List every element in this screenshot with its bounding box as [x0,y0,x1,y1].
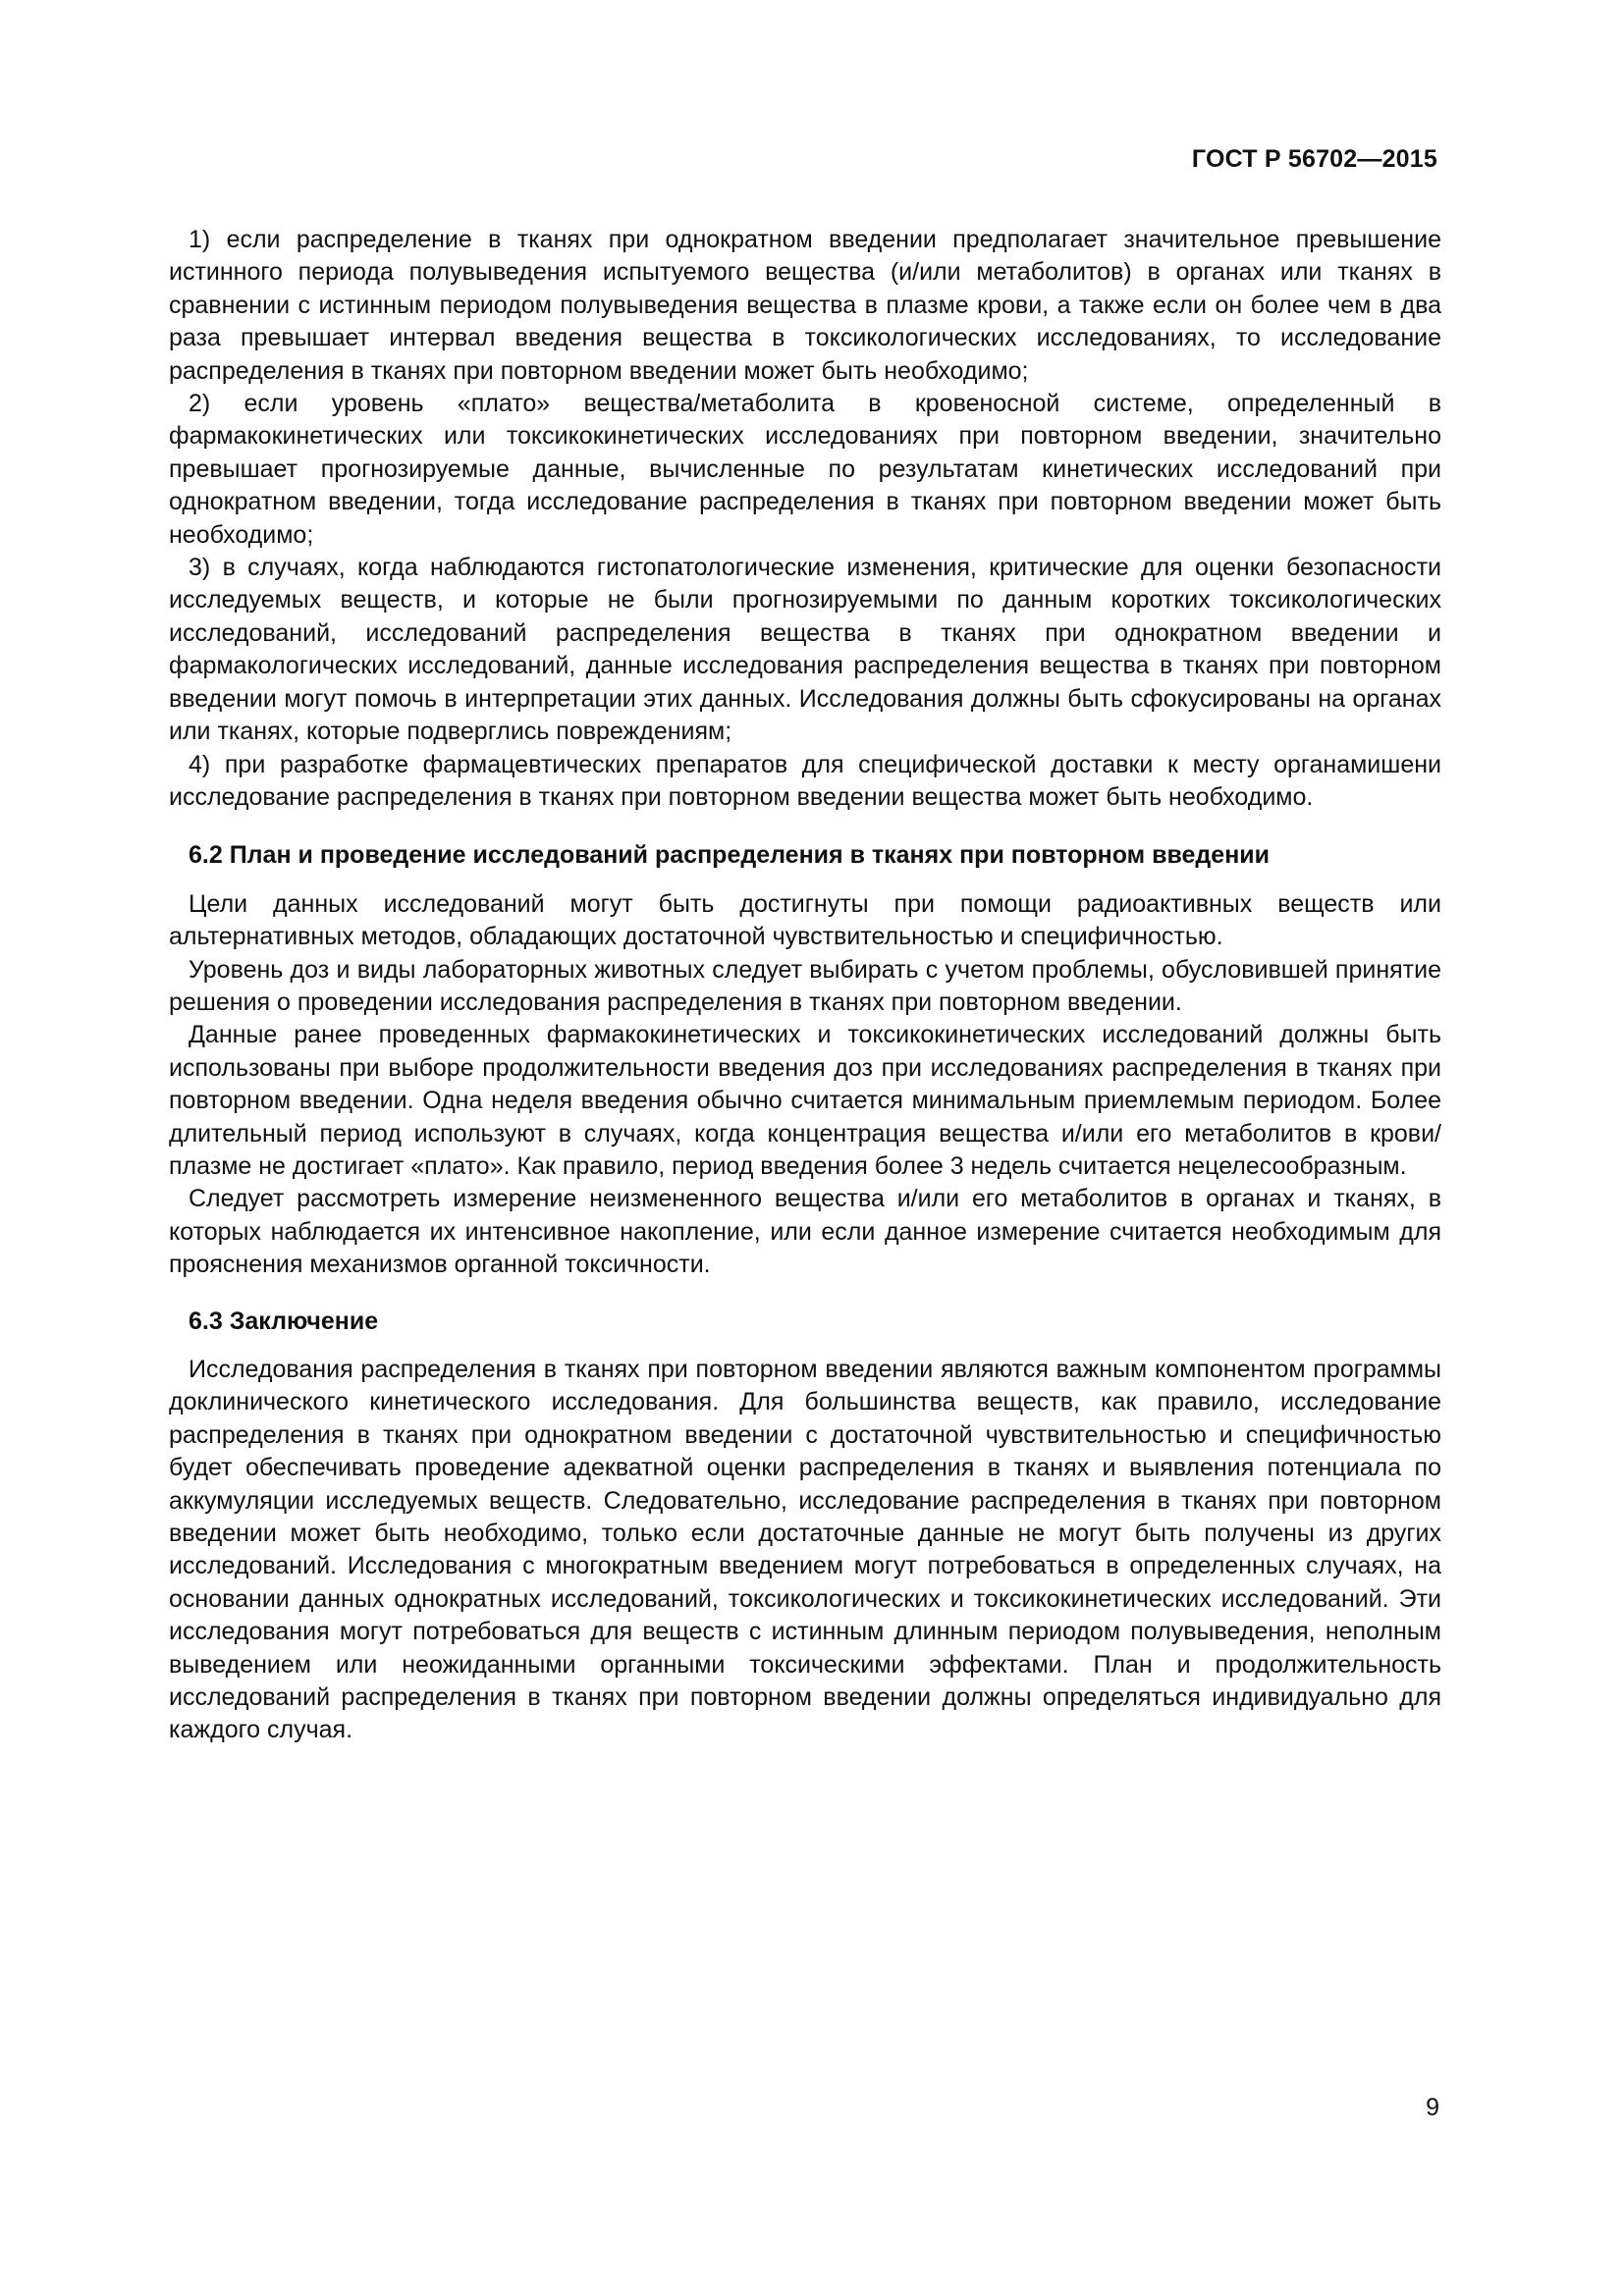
list-item: 1) если распределение в тканях при однократном введении предполагает значительное превышение истинного периода полувыведения испытуемого вещества (и/или метаболитов) в органах или тканях в сравнении с истинным периодом полувыведения вещества в плазме крови, а также если он более чем в два раза превышает интервал введения вещества в токсикологических исследованиях, то исследование распределения в тканях при повторном введении может быть необходимо; [169,226,1441,385]
list-item: 2) если уровень «плато» вещества/метаболита в кровеносной системе, определенный в фармакокинетических или токсикокинетических исследованиях при повторном введении, значительно превышает прогнозируемые данные, вычисленные по результатам кинетических исследований при однократном введении, тогда исследование распределения в тканях при повторном введении может быть необходимо; [169,390,1441,549]
list-item: 3) в случаях, когда наблюдаются гистопатологические изменения, критические для оценки безопасности исследуемых веществ, и которые не были прогнозируемыми по данным коротких токсикологических исследований, исследований распределения вещества в тканях при однократном введении и фармакологических исследований, данные исследования распределения вещества в тканях при повторном введении могут помочь в интерпретации этих данных. Исследования должны быть сфокусированы на органах или тканях, которые подверглись повреждениям; [169,554,1441,746]
paragraph: Цели данных исследований могут быть достигнуты при помощи радиоактивных веществ или альтернативных методов, обладающих достаточной чувствительностью и специфичностью. [169,889,1441,951]
section-heading-6-2: 6.2 План и проведение исследований распределения в тканях при повторном введении [189,841,1271,870]
paragraph: Уровень доз и виды лабораторных животных следует выбирать с учетом проблемы, обусловившей принятие решения о проведении исследования распределения в тканях при повторном введении. [169,955,1441,1016]
page-number: 9 [1426,2094,1439,2121]
section-heading-6-3: 6.3 Заключение [189,1307,379,1335]
paragraph: Данные ранее проведенных фармакокинетических и токсикокинетических исследований должны быть использованы при выборе продолжительности введения доз при исследованиях распределения в тканях при повторном введении. Одна неделя введения обычно считается минимальным приемлемым периодом. Более длительный период используют в случаях, когда концентрация вещества и/или его метаболитов в крови/плазме не достигает «плато». Как правило, период введения более 3 недель считается нецелесообразным. [169,1021,1441,1180]
document-body [169,224,1441,1747]
list-item: 4) при разработке фармацевтических препаратов для специфической доставки к месту органамишени исследование распределения в тканях при повторном введении вещества может быть необходимо. [169,750,1441,811]
paragraph: Исследования распределения в тканях при повторном введении являются важным компонентом программы доклинического кинетического исследования. Для большинства веществ, как правило, исследование распределения в тканях при однократном введении с достаточной чувствительностью и специфичностью будет обеспечивать проведение адекватной оценки распределения в тканях и выявления потенциала по аккумуляции исследуемых веществ. Следовательно, исследование распределения в тканях при повторном введении может быть необходимо, только если достаточные данные не могут быть получены из других исследований. Исследования с многократным введением могут потребоваться в определенных случаях, на основании данных однократных исследований, токсикологических и токсикокинетических исследований. Эти исследования могут потребоваться для веществ с истинным длинным периодом полувыведения, неполным выведением или неожиданными органными токсическими эффектами. План и продолжительность исследований распределения в тканях при повторном введении должны определяться индивидуально для каждого случая. [169,1356,1441,1744]
document-header-code: ГОСТ Р 56702—2015 [1191,145,1437,173]
paragraph: Следует рассмотреть измерение неизмененного вещества и/или его метаболитов в органах и тканях, в которых наблюдается их интенсивное накопление, или если данное измерение считается необходимым для прояснения механизмов органной токсичности. [169,1185,1441,1279]
